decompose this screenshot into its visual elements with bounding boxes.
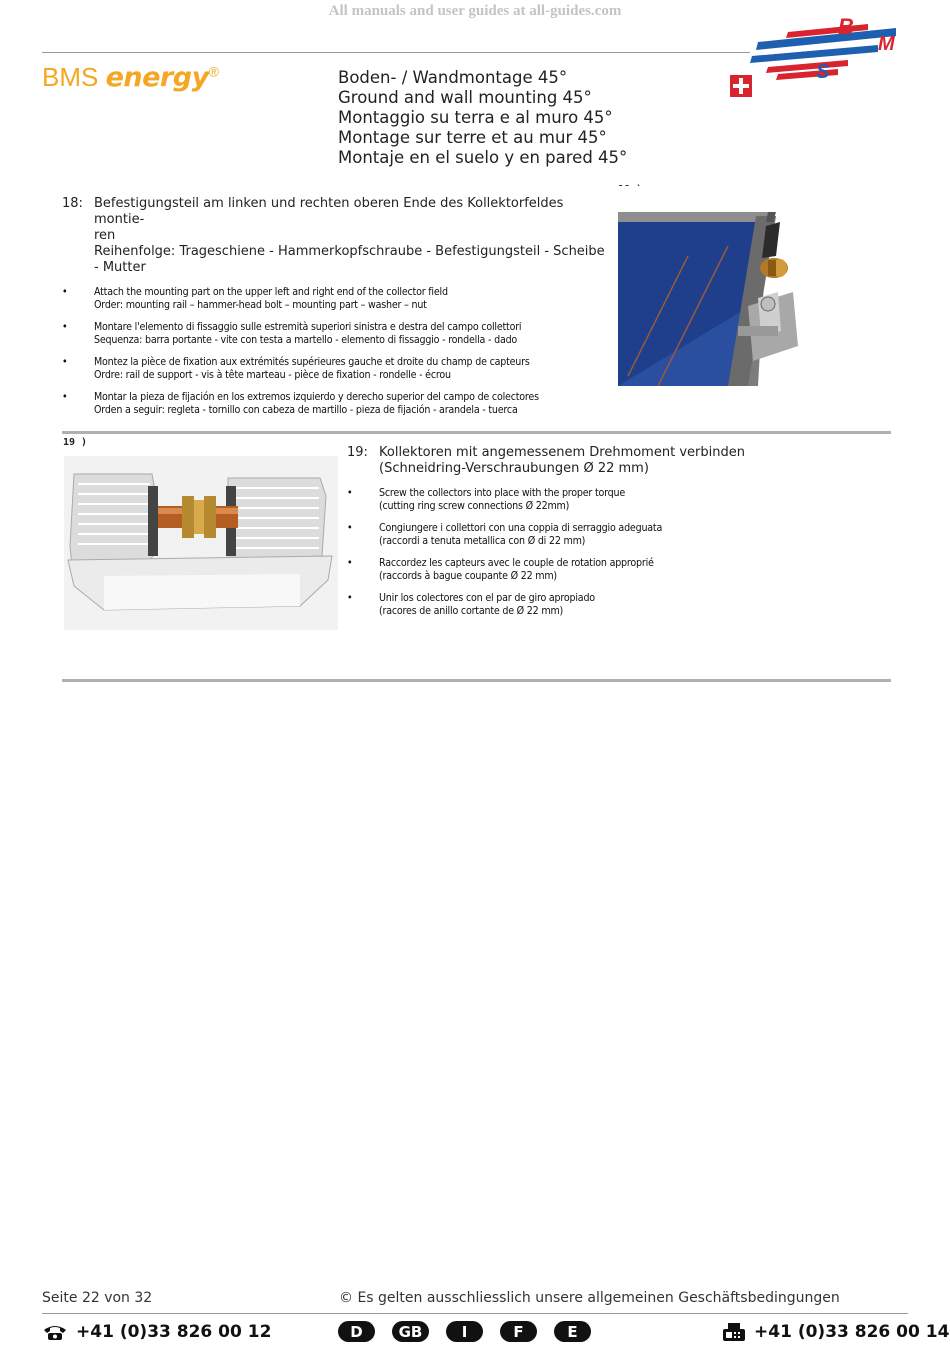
logo-registered: ® [208, 63, 219, 80]
title-it: Montaggio su terra e al muro 45° [338, 108, 613, 127]
step-19-de-text [379, 445, 787, 477]
logo-letter-s: S [816, 61, 830, 83]
phone-text: +41 (0)33 826 00 12 [76, 1322, 272, 1342]
step-18-fr-line: Ordre: rail de support - vis à tête marteau - pièce de fixation - rondelle - écrou [94, 369, 451, 381]
step-18-section [62, 196, 612, 426]
bullet-icon: • [347, 592, 353, 604]
section-divider [62, 431, 891, 434]
step-19-en-line: (cutting ring screw connections Ø 22mm) [379, 500, 570, 512]
language-button-i[interactable]: I [446, 1321, 483, 1342]
step-18-de-line: - Mutter [94, 260, 146, 275]
list-item [62, 321, 612, 347]
step-19-it-line: (raccordi a tenuta metallica con Ø di 22 mm) [379, 535, 586, 547]
bullet-icon: • [62, 356, 68, 368]
list-item [347, 522, 787, 548]
bms-energy-logo [42, 62, 219, 93]
language-button-e[interactable]: E [554, 1321, 591, 1342]
step-19-section [347, 445, 787, 627]
title-es: Montaje en el suelo y en pared 45° [338, 148, 628, 167]
step-18-en-line: Order: mounting rail – hammer-head bolt – mounting part – washer – nut [94, 299, 427, 311]
step-18-de-line: Befestigungsteil am linken und rechten oberen Ende des Kollektorfeldes montie- [94, 196, 564, 227]
step-18-it-line: Montare l'elemento di fissaggio sulle estremità superiori sinistra e destra del campo collettori [94, 321, 522, 333]
logo-bms: BMS [42, 62, 106, 92]
bms-swiss-logo [728, 12, 904, 102]
step-18-de-text [94, 196, 612, 276]
language-button-d[interactable]: D [338, 1321, 375, 1342]
figure-19-collector-connection [64, 456, 338, 630]
step-18-en-line: Attach the mounting part on the upper left and right end of the collector field [94, 286, 448, 298]
step-19-fr-line: (raccords à bague coupante Ø 22 mm) [379, 570, 557, 582]
logo-letter-b: B [838, 14, 854, 39]
step-19-translations [347, 487, 787, 618]
step-18-fr-line: Montez la pièce de fixation aux extrémités supérieures gauche et droite du champ de capteurs [94, 356, 530, 368]
step-18-heading [62, 196, 612, 276]
step-19-de-line: Kollektoren mit angemessenem Drehmoment verbinden [379, 445, 745, 460]
phone-number[interactable] [42, 1322, 271, 1342]
step-18-de-line: ren [94, 228, 116, 243]
step-18-translations [62, 286, 612, 417]
step-18-number: 18: [62, 196, 83, 211]
fax-text: +41 (0)33 826 00 14 [754, 1322, 950, 1342]
bullet-icon: • [347, 487, 353, 499]
section-divider [62, 679, 891, 682]
bullet-icon: • [62, 286, 68, 298]
language-button-f[interactable]: F [500, 1321, 537, 1342]
fax-number[interactable] [722, 1322, 949, 1342]
fax-icon [722, 1322, 746, 1342]
step-18-es-line: Orden a seguir: regleta - tornillo con cabeza de martillo - pieza de fijación - arandela - tuerca [94, 404, 518, 416]
title-en: Ground and wall mounting 45° [338, 88, 592, 107]
figure-19-label: 19 ) [63, 437, 88, 448]
list-item [347, 557, 787, 583]
step-19-es-line: (racores de anillo cortante de Ø 22 mm) [379, 605, 564, 617]
step-18-it-line: Sequenza: barra portante - vite con testa a martello - elemento di fissaggio - rondella - dado [94, 334, 518, 346]
step-19-de-line: (Schneidring-Verschraubungen Ø 22 mm) [379, 461, 649, 476]
list-item [62, 391, 612, 417]
list-item [347, 487, 787, 513]
watermark: All manuals and user guides at all-guides.com [328, 3, 622, 19]
footer-divider [42, 1313, 908, 1314]
bullet-icon: • [347, 557, 353, 569]
logo-letter-m: M [878, 33, 895, 55]
telephone-icon [42, 1323, 68, 1341]
logo-energy: energy [105, 62, 209, 93]
bullet-icon: • [62, 391, 68, 403]
figure-18-collector-mounting [618, 186, 888, 386]
language-selector [338, 1321, 591, 1342]
list-item [62, 286, 612, 312]
step-19-it-line: Congiungere i collettori con una coppia di serraggio adeguata [379, 522, 663, 534]
step-18-de-line: Reihenfolge: Trageschiene - Hammerkopfschraube - Befestigungsteil - Scheibe [94, 244, 605, 259]
step-18-es-line: Montar la pieza de fijación en los extremos izquierdo y derecho superior del campo de colectores [94, 391, 539, 403]
step-19-fr-line: Raccordez les capteurs avec le couple de rotation approprié [379, 557, 654, 569]
bullet-icon: • [347, 522, 353, 534]
list-item [62, 356, 612, 382]
title-fr: Montage sur terre et au mur 45° [338, 128, 607, 147]
header-divider [42, 52, 750, 53]
list-item [347, 592, 787, 618]
page-number: Seite 22 von 32 [42, 1290, 153, 1306]
document-titles [338, 68, 627, 168]
language-button-gb[interactable]: GB [392, 1321, 429, 1342]
step-19-heading [347, 445, 787, 477]
terms-notice: © Es gelten ausschliesslich unsere allgemeinen Geschäftsbedingungen [339, 1290, 840, 1306]
step-19-number: 19: [347, 445, 368, 460]
step-19-en-line: Screw the collectors into place with the proper torque [379, 487, 626, 499]
bullet-icon: • [62, 321, 68, 333]
title-de: Boden- / Wandmontage 45° [338, 68, 568, 87]
step-19-es-line: Unir los colectores con el par de giro apropiado [379, 592, 595, 604]
